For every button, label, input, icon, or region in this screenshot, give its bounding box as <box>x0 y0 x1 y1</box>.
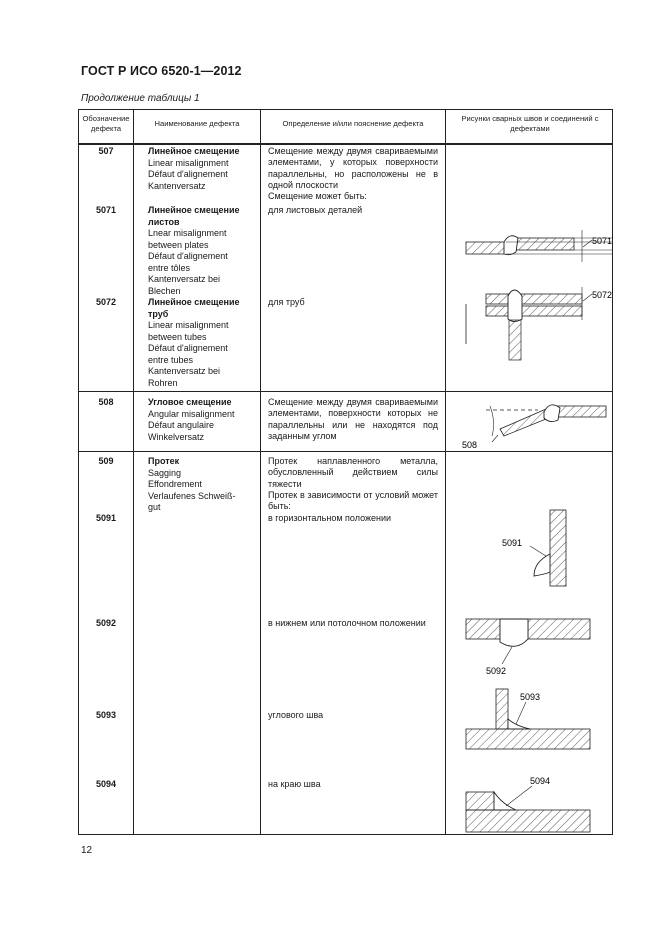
defect-definition: для труб <box>268 297 305 307</box>
defect-name: Линейное смещение Linear misalignment Défaut d'alignement Kantenversatz <box>148 146 240 191</box>
figure-508 <box>462 405 606 450</box>
defect-name: Угловое смещение Angular misalignment Défaut angulaire Winkelversatz <box>148 397 235 442</box>
page-number: 12 <box>81 845 93 856</box>
defect-name: Линейное смещение труб Linear misalignment between tubes Défaut d'alignement entre tubes Kantenversatz bei Rohren <box>148 297 240 388</box>
figure-5072 <box>466 287 612 360</box>
defect-definition: в нижнем или потолочном положении <box>268 618 426 628</box>
defect-definition: для листовых деталей <box>268 205 363 215</box>
figure-5093 <box>466 689 590 749</box>
figure-label: 5093 <box>520 692 541 702</box>
defect-definition: Смещение между двумя свариваемыми элементами, поверхности которых не параллельны или не находятся под заданным углом <box>268 397 438 441</box>
defect-code: 5094 <box>95 779 117 789</box>
defect-code: 507 <box>98 146 114 156</box>
figure-label: 5072 <box>592 290 613 300</box>
figure-label: 5091 <box>502 538 523 548</box>
defect-definition: Смещение между двумя свариваемыми элементами, у которых поверхности параллельны, но расположены не в одной плоскости Смещение может быть: <box>268 146 438 202</box>
column-header-definition: Определение и/или пояснение дефекта <box>282 119 424 128</box>
defect-code: 508 <box>98 397 114 407</box>
column-divider <box>260 110 261 834</box>
column-divider <box>133 110 134 834</box>
figure-5091 <box>502 510 566 586</box>
figure-5071 <box>466 230 613 262</box>
figure-label: 508 <box>462 440 478 450</box>
document-title: ГОСТ Р ИСО 6520-1—2012 <box>81 64 242 78</box>
defect-code: 5093 <box>95 710 117 720</box>
defect-code: 5092 <box>95 618 117 628</box>
weld-figures <box>446 144 613 934</box>
table-continuation-caption: Продолжение таблицы 1 <box>81 93 200 104</box>
defect-name: Линейное смещение листов Lnear misalignment between plates Défaut d'alignement entre tôles Kantenversatz bei Blechen <box>148 205 240 296</box>
figure-label: 5092 <box>486 666 507 676</box>
column-header-code: Обозначение дефекта <box>82 114 130 133</box>
defect-definition: Протек наплавленного металла, обусловленный действием силы тяжести Протек в зависимости от условий может быть: <box>268 456 438 512</box>
figure-5092 <box>466 619 590 676</box>
defect-definition: в горизонтальном положении <box>268 513 392 523</box>
defect-definition: углового шва <box>268 710 324 720</box>
column-header-figure: Рисунки сварных швов и соединений с дефектами <box>461 114 599 133</box>
defect-code: 509 <box>98 456 114 466</box>
defect-code: 5071 <box>95 205 117 215</box>
figure-label: 5094 <box>530 776 551 786</box>
defects-table <box>78 109 613 835</box>
figure-label: 5071 <box>592 236 613 246</box>
defect-code: 5072 <box>95 297 117 307</box>
defect-code: 5091 <box>95 513 117 523</box>
column-header-name: Наименование дефекта <box>154 119 240 128</box>
defect-name: Протек Sagging Effondrement Verlaufenes Schweiß- gut <box>148 456 236 512</box>
figure-5094 <box>466 776 590 832</box>
defect-definition: на краю шва <box>268 779 321 789</box>
